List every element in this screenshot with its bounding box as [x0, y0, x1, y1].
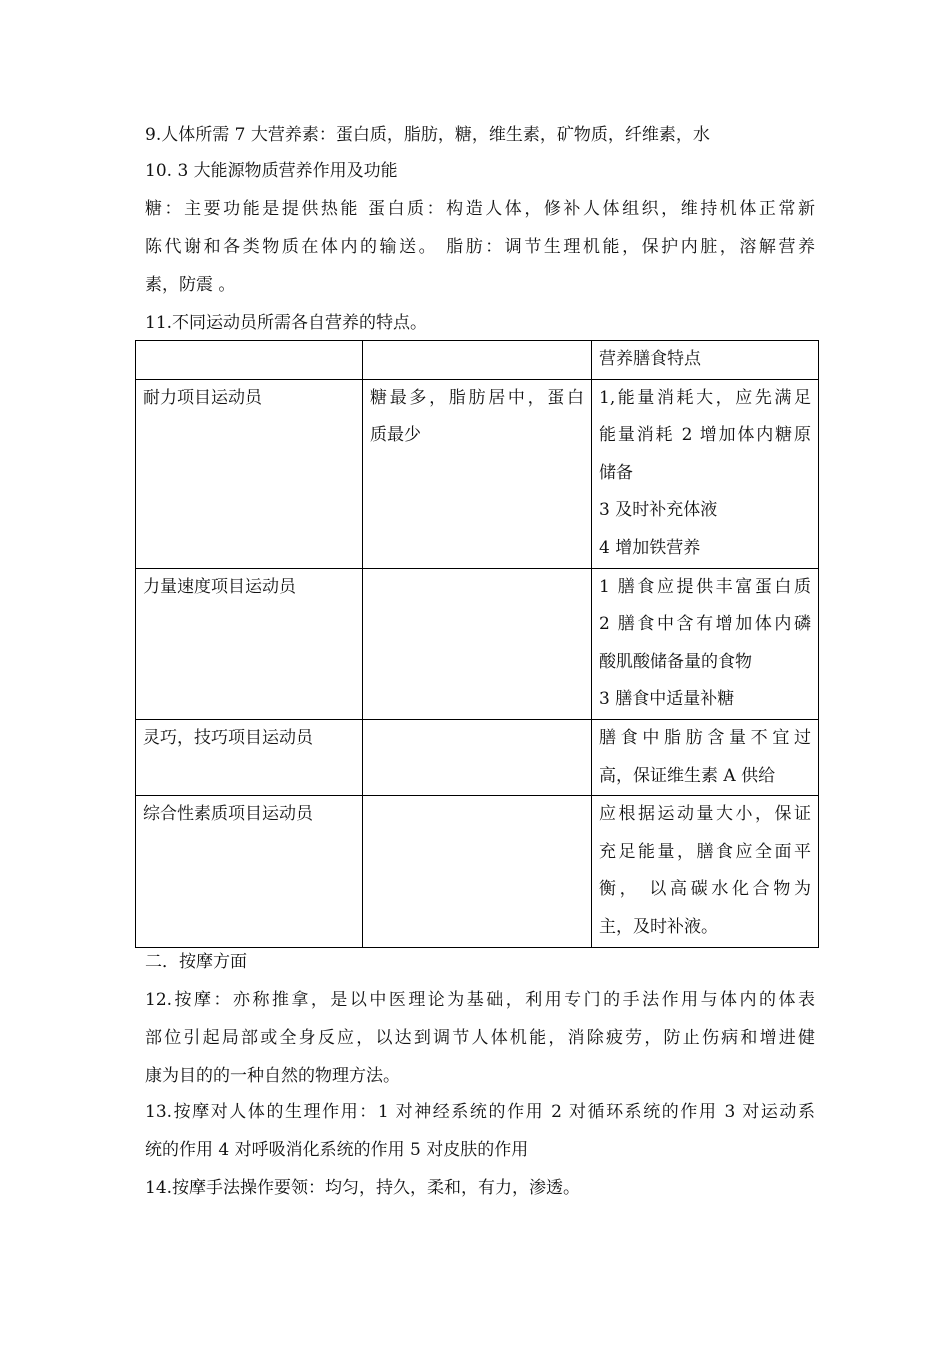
- diet-features-cell: [592, 719, 819, 795]
- paragraph-12-line-1: 12.按摩：亦称推拿，是以中医理论为基础，利用专门的手法作用与体内的体表: [145, 990, 815, 1010]
- nutrient-ratio-cell: [363, 719, 592, 795]
- section-title-massage: 二．按摩方面: [145, 952, 247, 972]
- nutrition-table: [135, 340, 819, 948]
- diet-features-cell: [592, 379, 819, 568]
- table-row: [136, 568, 819, 719]
- table-row: [136, 379, 819, 568]
- diet-features-cell: [592, 568, 819, 719]
- feature-line: 1 膳食应提供丰富蛋白质: [599, 576, 811, 597]
- feature-line: 充足能量，膳食应全面平: [599, 841, 811, 862]
- paragraph-11-title: 11.不同运动员所需各自营养的特点。: [145, 313, 428, 333]
- feature-line: 膳食中脂肪含量不宜过: [599, 727, 811, 748]
- table-row: [136, 796, 819, 947]
- feature-line: 酸肌酸储备量的食物: [599, 651, 752, 672]
- feature-line: 能量消耗 2 增加体内糖原: [599, 425, 811, 446]
- athlete-type-cell: 综合性素质项目运动员: [136, 796, 363, 947]
- athlete-type-cell: 耐力项目运动员: [136, 379, 363, 568]
- feature-line: 高，保证维生素 A 供给: [599, 765, 776, 786]
- paragraph-10-line-3: 素，防震 。: [145, 275, 236, 295]
- athlete-type-cell: 灵巧，技巧项目运动员: [136, 719, 363, 795]
- feature-line: 衡， 以高碳水化合物为: [599, 879, 811, 900]
- paragraph-13-line-1: 13.按摩对人体的生理作用：1 对神经系统的作用 2 对循环系统的作用 3 对运动系: [145, 1102, 815, 1122]
- feature-line: 2 膳食中含有增加体内磷: [599, 614, 811, 635]
- paragraph-9: 9.人体所需 7 大营养素：蛋白质，脂肪，糖，维生素，矿物质，纤维素，水: [145, 125, 710, 145]
- paragraph-10-line-2: 陈代谢和各类物质在体内的输送。 脂肪：调节生理机能，保护内脏，溶解营养: [145, 237, 815, 257]
- feature-line: 应根据运动量大小，保证: [599, 804, 811, 825]
- athlete-type-cell: 力量速度项目运动员: [136, 568, 363, 719]
- ratio-line: 质最少: [370, 425, 421, 446]
- header-cell-ratio: [363, 341, 592, 380]
- feature-line: 3 膳食中适量补糖: [599, 689, 735, 710]
- feature-line: 储备: [599, 462, 633, 483]
- paragraph-12-line-2: 部位引起局部或全身反应，以达到调节人体机能，消除疲劳，防止伤病和增进健: [145, 1028, 815, 1048]
- paragraph-14: 14.按摩手法操作要领：均匀，持久，柔和，有力，渗透。: [145, 1178, 581, 1198]
- feature-line: 主，及时补液。: [599, 916, 718, 937]
- table-header-row: [136, 341, 819, 380]
- paragraph-10-title: 10. 3 大能源物质营养作用及功能: [145, 161, 398, 181]
- feature-line: 3 及时补充体液: [599, 500, 718, 521]
- paragraph-12-line-3: 康为目的的一种自然的物理方法。: [145, 1066, 400, 1086]
- header-cell-features: 营养膳食特点: [592, 341, 819, 380]
- diet-features-cell: [592, 796, 819, 947]
- ratio-line: 糖最多，脂肪居中，蛋白: [370, 387, 584, 408]
- feature-line: 1,能量消耗大，应先满足: [599, 387, 811, 408]
- feature-line: 4 增加铁营养: [599, 537, 701, 558]
- nutrient-ratio-cell: [363, 796, 592, 947]
- nutrient-ratio-cell: [363, 568, 592, 719]
- paragraph-10-line-1: 糖：主要功能是提供热能 蛋白质：构造人体，修补人体组织，维持机体正常新: [145, 199, 815, 219]
- paragraph-13-line-2: 统的作用 4 对呼吸消化系统的作用 5 对皮肤的作用: [145, 1140, 529, 1160]
- header-cell-athlete: [136, 341, 363, 380]
- nutrient-ratio-cell: [363, 379, 592, 568]
- table-row: [136, 719, 819, 795]
